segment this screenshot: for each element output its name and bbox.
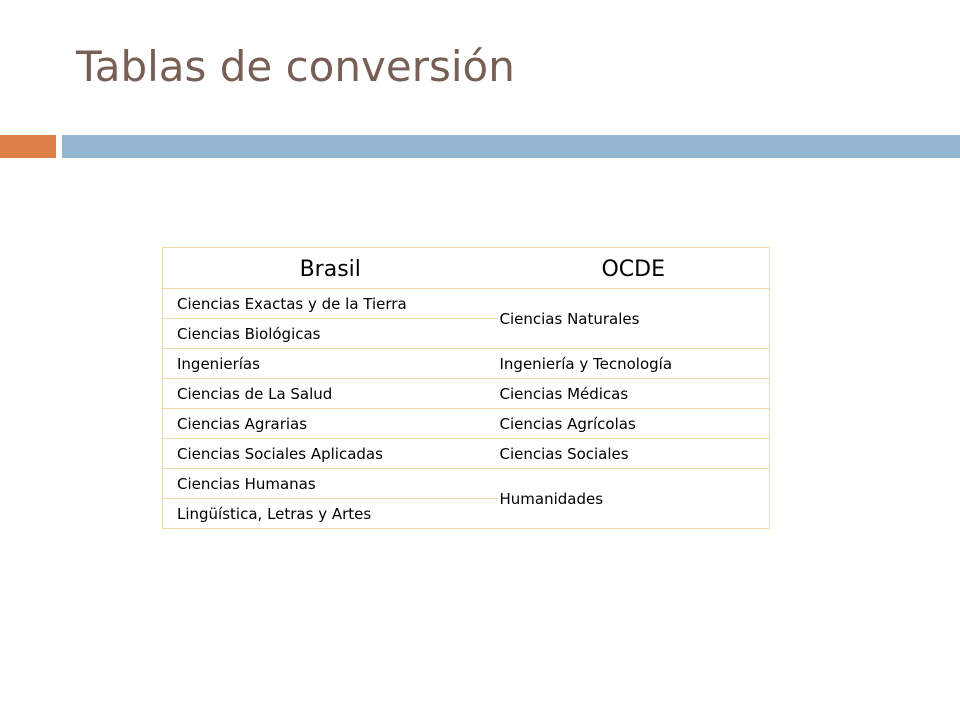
table-row bbox=[163, 379, 770, 409]
cell-brasil: Ciencias Sociales Aplicadas bbox=[163, 439, 498, 469]
cell-brasil: Ciencias Humanas bbox=[163, 469, 498, 499]
cell-brasil: Ciencias Biológicas bbox=[163, 319, 498, 349]
cell-ocde: Ciencias Médicas bbox=[498, 379, 770, 409]
table-row bbox=[163, 289, 770, 319]
cell-ocde: Ciencias Agrícolas bbox=[498, 409, 770, 439]
table-row bbox=[163, 439, 770, 469]
cell-ocde: Ciencias Naturales bbox=[498, 289, 770, 349]
table-row bbox=[163, 349, 770, 379]
table-row bbox=[163, 409, 770, 439]
cell-ocde: Ingeniería y Tecnología bbox=[498, 349, 770, 379]
table-row bbox=[163, 469, 770, 499]
slide-title: Tablas de conversión bbox=[76, 42, 515, 91]
accent-bar-blue bbox=[62, 135, 960, 158]
table-header-row bbox=[163, 248, 770, 289]
cell-ocde: Humanidades bbox=[498, 469, 770, 529]
cell-brasil: Ingenierías bbox=[163, 349, 498, 379]
cell-brasil: Ciencias Exactas y de la Tierra bbox=[163, 289, 498, 319]
accent-bar-orange bbox=[0, 135, 56, 158]
cell-brasil: Lingüística, Letras y Artes bbox=[177, 504, 372, 523]
conversion-table bbox=[162, 247, 770, 529]
header-ocde: OCDE bbox=[498, 248, 770, 289]
cell-ocde: Ciencias Sociales bbox=[498, 439, 770, 469]
cell-brasil: Ciencias Agrarias bbox=[163, 409, 498, 439]
header-brasil: Brasil bbox=[163, 248, 498, 289]
cell-brasil: Ciencias de La Salud bbox=[163, 379, 498, 409]
